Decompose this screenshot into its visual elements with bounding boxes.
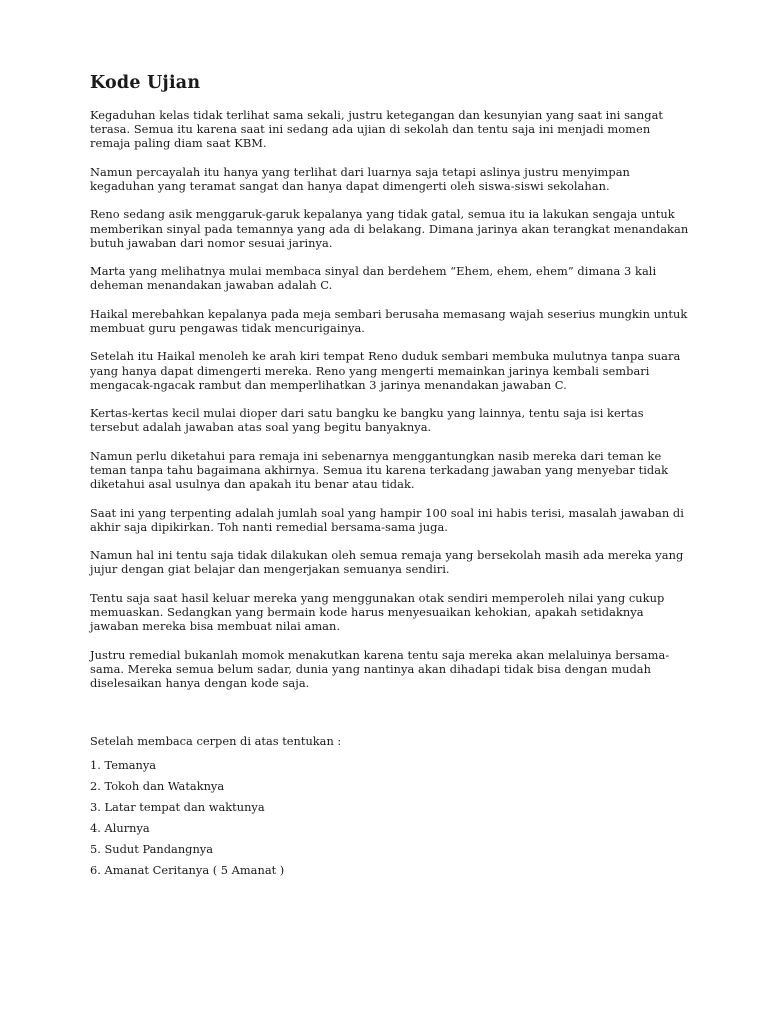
story-paragraph: Justru remedial bukanlah momok menakutkan karena tentu saja mereka akan melaluinya bersama-sama. Mereka semua belum sadar, dunia yang nantinya akan dihadapi tidak bisa dengan mudah diselesaikan hanya dengan kode saja. xyxy=(90,647,670,690)
task-item: 2. Tokoh dan Wataknya xyxy=(90,779,225,794)
story-paragraph: Tentu saja saat hasil keluar mereka yang menggunakan otak sendiri memperoleh nilai yang cukup memuaskan. Sedangkan yang bermain kode harus menyesuaikan kehokian, apakah setidaknya jawaban mereka bisa membuat nilai aman. xyxy=(90,590,665,634)
story-body xyxy=(90,108,690,690)
story-paragraph: Haikal merebahkan kepalanya pada meja sembari berusaha memasang wajah seserius mungkin untuk membuat guru pengawas tidak mencurigainya. xyxy=(90,306,688,335)
document-page xyxy=(90,72,690,884)
task-item: 3. Latar tempat dan waktunya xyxy=(90,800,265,815)
story-paragraph: Reno sedang asik menggaruk-garuk kepalanya yang tidak gatal, semua itu ia lakukan sengaja untuk memberikan sinyal pada temannya yang ada di belakang. Dimana jarinya akan terangkat menandakan butuh jawaban dari nomor sesuai jarinya. xyxy=(90,207,689,250)
document-title: Kode Ujian xyxy=(90,73,201,93)
task-item: 4. Alurnya xyxy=(90,821,150,836)
task-instruction: Setelah membaca cerpen di atas tentukan : xyxy=(90,734,342,749)
task-item: 5. Sudut Pandangnya xyxy=(90,842,214,857)
task-list xyxy=(90,758,690,877)
story-paragraph: Namun hal ini tentu saja tidak dilakukan oleh semua remaja yang bersekolah masih ada mereka yang jujur dengan giat belajar dan mengerjakan semuanya sendiri. xyxy=(90,548,684,577)
story-paragraph: Saat ini yang terpenting adalah jumlah soal yang hampir 100 soal ini habis terisi, masalah jawaban di akhir saja dipikirkan. Toh nanti remedial bersama-sama juga. xyxy=(90,505,684,534)
story-paragraph: Kertas-kertas kecil mulai dioper dari satu bangku ke bangku yang lainnya, tentu saja isi kertas tersebut adalah jawaban atas soal yang begitu banyaknya. xyxy=(90,406,644,435)
story-paragraph: Namun perlu diketahui para remaja ini sebenarnya menggantungkan nasib mereka dari teman ke teman tanpa tahu bagaimana akhirnya. Semua itu karena terkadang jawaban yang menyebar tidak diketahui asal usulnya dan apakah itu benar atau tidak. xyxy=(90,448,669,492)
story-paragraph: Setelah itu Haikal menoleh ke arah kiri tempat Reno duduk sembari membuka mulutnya tanpa suara yang hanya dapat dimengerti mereka. Reno yang mengerti memainkan jarinya kembali sembari mengacak-ngacak rambut dan memperlihatkan 3 jarinya menandakan jawaban C. xyxy=(90,349,681,392)
task-item: 6. Amanat Ceritanya ( 5 Amanat ) xyxy=(90,863,285,878)
story-paragraph: Kegaduhan kelas tidak terlihat sama sekali, justru ketegangan dan kesunyian yang saat ini sangat terasa. Semua itu karena saat ini sedang ada ujian di sekolah dan tentu saja ini menjadi momen remaja paling diam saat KBM. xyxy=(90,108,664,151)
task-item: 1. Temanya xyxy=(90,758,157,773)
story-paragraph: Namun percayalah itu hanya yang terlihat dari luarnya saja tetapi aslinya justru menyimpan kegaduhan yang teramat sangat dan hanya dapat dimengerti oleh siswa-siswi sekolahan. xyxy=(90,164,630,193)
story-paragraph: Marta yang melihatnya mulai membaca sinyal dan berdehem “Ehem, ehem, ehem” dimana 3 kali deheman menandakan jawaban adalah C. xyxy=(90,264,657,293)
